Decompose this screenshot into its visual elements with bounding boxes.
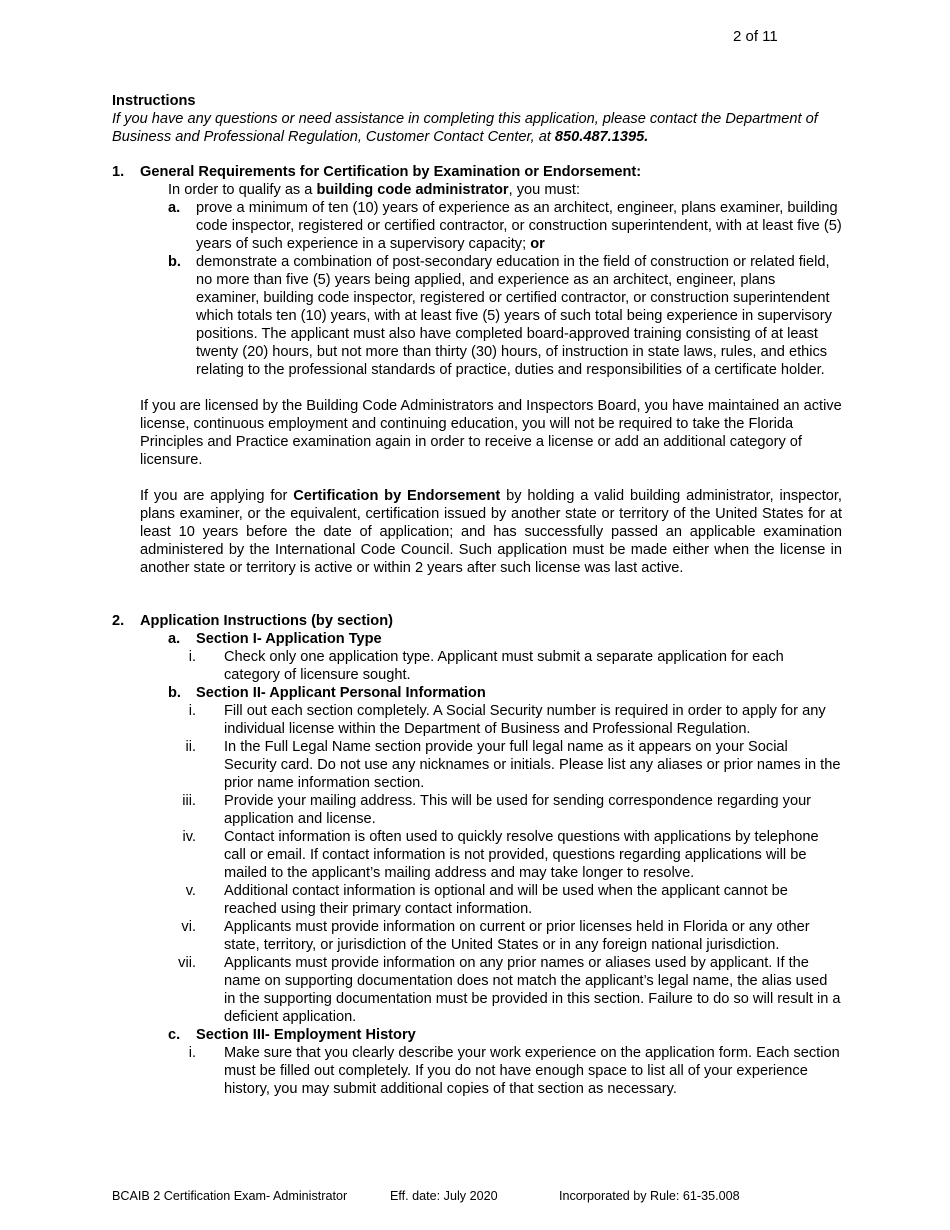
section-2-heading [112,612,842,630]
requirement-item-a [112,199,842,253]
subsection-b-heading [112,684,842,702]
item-numeral: ii. [185,739,196,755]
subsection-title: Section I- Application Type [196,631,382,647]
subsection-a-heading [112,630,842,648]
item-text: Provide your mailing address. This will be used for sending correspondence regarding your application and license. [224,793,812,827]
subsection-title: Section II- Applicant Personal Information [196,685,486,701]
page-number: 2 of 11 [733,28,778,45]
item-label: b. [168,254,181,270]
list-item [112,1044,842,1098]
intro-bold: building code administrator [316,182,509,198]
document-body [112,92,842,1098]
item-text: Applicants must provide information on any prior names or aliases used by applicant. If the name on supporting documentation does not match the applicant’s legal name, the alias used in the supporting documentation must be provided in this section. Failure to do so will result in a deficient application. [224,955,841,1025]
intro-text: In order to qualify as a [168,182,317,198]
section-1-heading [112,163,842,181]
item-text: demonstrate a combination of post-secondary education in the field of construction or related field, no more than five (5) years being applied, and experience as an architect, engineer, plans examiner, building code inspector, registered or certified contractor, or construction superintendent which totals ten (10) years, with at least five (5) years of such total being experience in supervisory positions. The applicant must also have completed board-approved training consisting of at least twenty (20) hours, but not more than thirty (30) hours, of instruction in state laws, rules, and ethics relating to the professional standards of practice, duties and responsibilities of a certificate holder. [196,254,832,378]
item-numeral: vi. [181,919,196,935]
item-text: prove a minimum of ten (10) years of experience as an architect, engineer, plans examiner, building code inspector, registered or certified contractor, or construction superintendent, with at least five (5) years of such experience in a supervisory capacity; [196,200,842,252]
list-item [112,702,842,738]
item-numeral: iv. [182,829,196,845]
footer-form-name: BCAIB 2 Certification Exam- Administrator [112,1189,348,1203]
item-text: Additional contact information is optional and will be used when the applicant cannot be reached using their primary contact information. [224,883,788,917]
item-numeral: vii. [178,955,196,971]
footer-effective-date: Eff. date: July 2020 [390,1189,498,1203]
list-item [112,792,842,828]
subsection-label: a. [168,631,181,647]
section-1-intro [112,181,842,199]
endorsement-bold: Certification by Endorsement [293,488,501,504]
contact-phone: 850.487.1395. [554,129,649,145]
endorsement-paragraph [112,487,842,577]
contact-text: If you have any questions or need assistance in completing this application, please contact the Department of Business and Professional Regulation, Customer Contact Center, at [112,111,818,145]
list-item [112,882,842,918]
item-label: a. [168,200,181,216]
item-numeral: iii. [182,793,196,809]
subsection-label: b. [168,685,181,701]
item-text: Applicants must provide information on current or prior licenses held in Florida or any other state, territory, or jurisdiction of the United States or in any foreign national jurisdiction. [224,919,810,953]
requirement-item-b [112,253,842,379]
list-item [112,954,842,1026]
item-numeral: i. [188,649,196,665]
section-2-title: Application Instructions (by section) [140,613,393,629]
item-text: Make sure that you clearly describe your work experience on the application form. Each section must be filled out completely. If you do not have enough space to list all of your experience history, you may submit additional copies of that section as necessary. [224,1045,840,1097]
item-text: Contact information is often used to quickly resolve questions with applications by telephone call or email. If contact information is not provided, questions regarding applications will be mailed to the applicant’s mailing address and may take longer to resolve. [224,829,819,881]
item-numeral: i. [188,1045,196,1061]
contact-paragraph [112,110,842,146]
subsection-label: c. [168,1027,181,1043]
section-1-title: General Requirements for Certification by Examination or Endorsement: [140,164,642,180]
subsection-c-heading [112,1026,842,1044]
item-text: Check only one application type. Applicant must submit a separate application for each category of licensure sought. [224,649,784,683]
item-text: In the Full Legal Name section provide your full legal name as it appears on your Social Security card. Do not use any nicknames or initials. Please list any aliases or prior names in the prior name information section. [224,739,841,791]
list-item [112,738,842,792]
item-numeral: i. [188,703,196,719]
list-item [112,918,842,954]
licensed-paragraph: If you are licensed by the Building Code Administrators and Inspectors Board, you have maintained an active license, continuous employment and continuing education, you will not be required to take the Florida Principles and Practice examination again in order to receive a license or add an additional category of licensure. [140,398,842,468]
section-2-number: 2. [112,613,125,629]
item-text: Fill out each section completely. A Social Security number is required in order to apply for any individual license within the Department of Business and Professional Regulation. [224,703,826,737]
item-numeral: v. [185,883,196,899]
endorsement-pre: If you are applying for [140,488,294,504]
instructions-heading: Instructions [112,93,196,109]
endorsement-post: by holding a valid building administrator, inspector, plans examiner, or the equivalent, certification issued by another state or territory of the United States for at least 10 years before the date of application; and has successfully passed an applicable examination administered by the International Code Council. Such application must be made either when the license in another state or territory is active or within 2 years after such license was last active. [140,488,842,576]
footer-rule: Incorporated by Rule: 61-35.008 [559,1189,740,1203]
list-item [112,648,842,684]
item-trailing: or [530,236,545,252]
section-1-number: 1. [112,164,125,180]
subsection-title: Section III- Employment History [196,1027,416,1043]
list-item [112,828,842,882]
intro-post: , you must: [508,182,580,198]
